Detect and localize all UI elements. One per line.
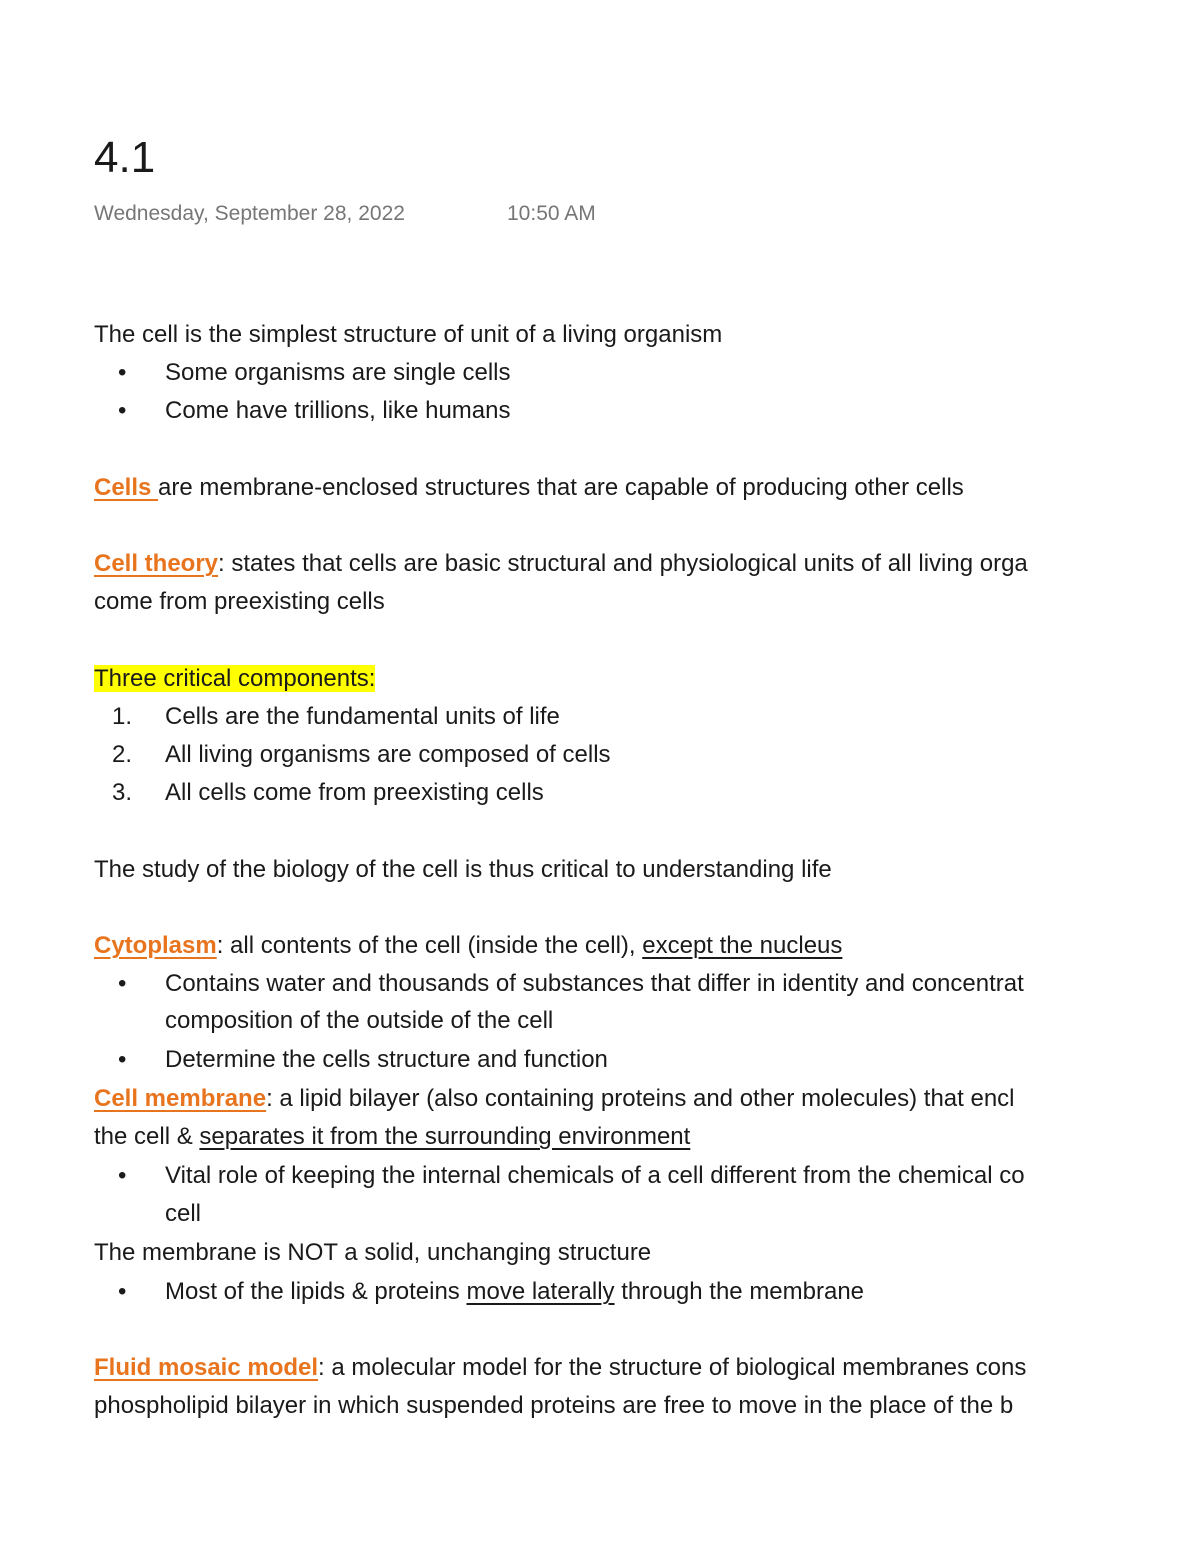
cell-theory-term: Cell theory — [94, 550, 219, 577]
membrane-def-1: : a lipid bilayer (also containing proteins and other molecules) that encl — [266, 1085, 1015, 1112]
components-heading — [94, 663, 375, 695]
cytoplasm-def: : all contents of the cell (inside the cell), — [216, 932, 643, 959]
cells-def: are membrane-enclosed structures that are capable of producing other cells — [158, 474, 964, 501]
components-heading-text: Three critical components: — [94, 665, 376, 692]
membrane-not-solid: The membrane is NOT a solid, unchanging structure — [94, 1239, 652, 1266]
intro-bullet-2: Come have trillions, like humans — [165, 397, 511, 424]
cytoplasm-term: Cytoplasm — [94, 932, 217, 959]
lateral-suffix: through the membrane — [614, 1278, 865, 1305]
cytoplasm-bullet-2: Determine the cells structure and function — [165, 1046, 608, 1073]
intro-line: The cell is the simplest structure of unit of a living organism — [94, 321, 723, 348]
page-title: 4.1 — [94, 133, 156, 182]
bullet-icon: • — [118, 1046, 127, 1073]
study-line: The study of the biology of the cell is thus critical to understanding life — [94, 856, 832, 883]
lateral-prefix: Most of the lipids & proteins — [165, 1278, 467, 1305]
lateral-underlined: move laterally — [466, 1278, 615, 1305]
cytoplasm-bullet-1a: Contains water and thousands of substances that differ in identity and concentrat — [165, 970, 1024, 997]
membrane-bullet-a: Vital role of keeping the internal chemicals of a cell different from the chemical co — [165, 1162, 1025, 1189]
intro-bullet-1: Some organisms are single cells — [165, 359, 511, 386]
fluid-def-1: : a molecular model for the structure of biological membranes cons — [318, 1354, 1027, 1381]
page-date: Wednesday, September 28, 2022 — [94, 202, 405, 225]
fluid-def-2: phospholipid bilayer in which suspended proteins are free to move in the place of the b — [94, 1392, 1014, 1419]
list-number: 2. — [112, 741, 133, 768]
fluid-mosaic-term: Fluid mosaic model — [94, 1354, 319, 1381]
cell-theory-definition — [94, 548, 1028, 580]
component-1: Cells are the fundamental units of life — [165, 703, 560, 730]
cells-term: Cells — [94, 474, 159, 501]
page-timestamp — [94, 200, 596, 228]
list-number: 3. — [112, 779, 133, 806]
membrane-def-2-prefix: the cell & — [94, 1123, 200, 1150]
component-3: All cells come from preexisting cells — [165, 779, 544, 806]
cytoplasm-bullet-1b: composition of the outside of the cell — [165, 1007, 554, 1034]
list-number: 1. — [112, 703, 133, 730]
membrane-def-2 — [94, 1121, 690, 1153]
bullet-icon: • — [118, 970, 127, 997]
lateral-line — [165, 1276, 864, 1308]
bullet-icon: • — [118, 397, 127, 424]
bullet-icon: • — [118, 1162, 127, 1189]
fluid-mosaic-definition — [94, 1352, 1026, 1384]
cytoplasm-definition — [94, 930, 842, 962]
cell-theory-def-1: : states that cells are basic structural and physiological units of all living orga — [218, 550, 1028, 577]
cell-theory-def-2: come from preexisting cells — [94, 588, 385, 615]
membrane-term: Cell membrane — [94, 1085, 267, 1112]
membrane-bullet-b: cell — [165, 1200, 202, 1227]
bullet-icon: • — [118, 1278, 127, 1305]
component-2: All living organisms are composed of cells — [165, 741, 611, 768]
membrane-definition — [94, 1083, 1015, 1115]
membrane-def-2-underlined: separates it from the surrounding environment — [199, 1123, 691, 1150]
page-time: 10:50 AM — [507, 202, 596, 225]
cytoplasm-underlined: except the nucleus — [642, 932, 843, 959]
bullet-icon: • — [118, 359, 127, 386]
cells-definition — [94, 472, 964, 504]
